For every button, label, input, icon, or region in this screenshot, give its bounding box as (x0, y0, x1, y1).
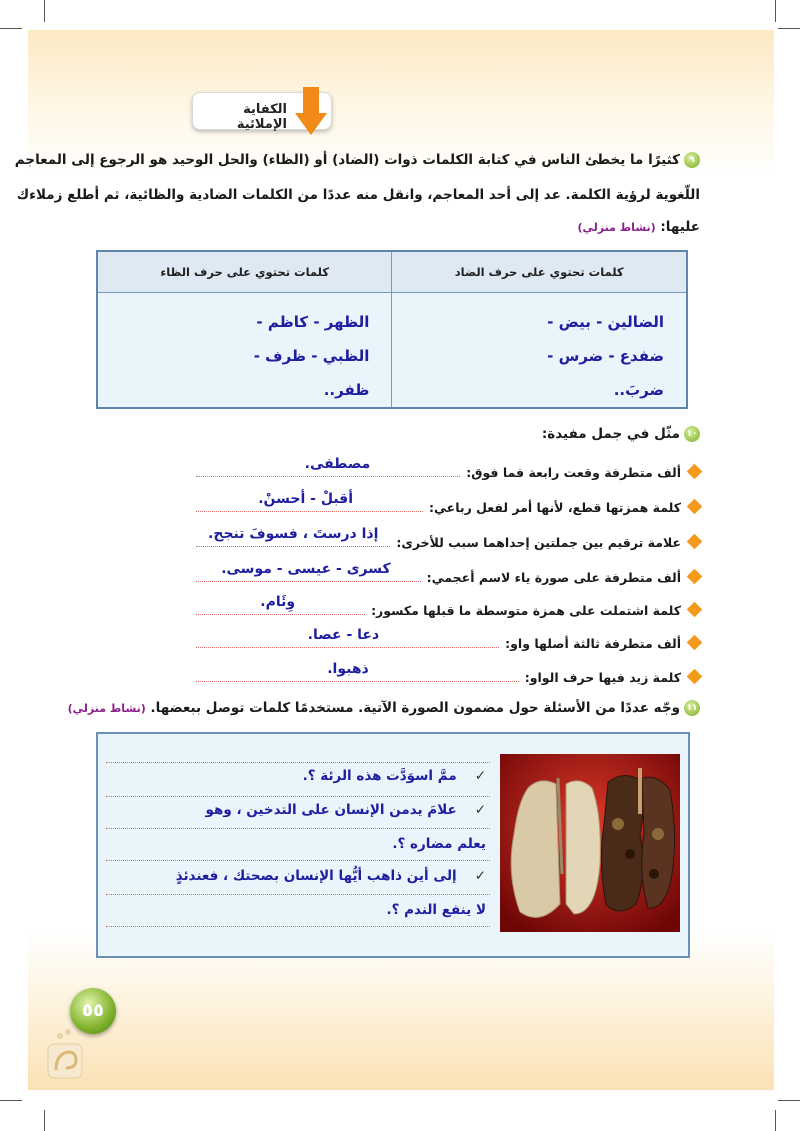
answer-dotted-line (106, 828, 490, 829)
crop-mark (778, 1100, 800, 1101)
crop-mark (0, 28, 22, 29)
check-icon: ✓ (474, 868, 486, 884)
list-item (196, 590, 700, 618)
question-box (96, 732, 690, 958)
diamond-bullet-icon (687, 534, 703, 550)
answer-line (196, 491, 423, 512)
answer-dotted-line (106, 926, 490, 927)
item-answer: كسرى - عيسى - موسى. (221, 561, 391, 577)
answer-text: علامَ يدمن الإنسان على التدخين ، وهو (205, 802, 457, 818)
answer-line (196, 456, 460, 477)
check-icon: ✓ (474, 802, 486, 818)
list-item (196, 522, 700, 550)
table-cell-line: ضفدع - ضرس - (547, 347, 664, 365)
answer-line (196, 594, 365, 615)
item-prompt: كلمة زيد فيها حرف الواو: (524, 670, 681, 685)
item-answer: مصطفى. (304, 456, 371, 472)
zaa-words-cell (97, 293, 392, 409)
check-icon: ✓ (474, 768, 486, 784)
crop-mark (44, 1110, 45, 1131)
answer-line-3 (106, 868, 486, 884)
list-item (196, 487, 700, 515)
answer-dotted-line (106, 894, 490, 895)
item-answer: وِئَام. (260, 594, 296, 610)
q9-number-badge: ٩ (684, 152, 700, 168)
answer-text: إلى أين ذاهب أيُّها الإنسان بصحتك ، فعندئذٍ (175, 868, 457, 884)
q9-line-3 (578, 219, 701, 235)
item-prompt: ألف متطرفة وقعت رابعة فما فوق: (466, 465, 681, 480)
answer-dotted-line (106, 762, 490, 763)
list-item (196, 623, 700, 651)
answer-line (196, 627, 499, 648)
table-header-dad: كلمات تحتوي على حرف الضاد (392, 251, 687, 293)
dad-words-cell (392, 293, 687, 409)
q9-line-1 (15, 152, 700, 168)
home-activity-note: (نشاط منزلي) (577, 221, 656, 234)
item-prompt: كلمة اشتملت على همزة متوسطة ما قبلها مكسور: (371, 603, 681, 618)
list-item (196, 452, 700, 480)
page-number: ٥٥ (70, 988, 116, 1034)
q10-number-badge: ١٠ (684, 426, 700, 442)
q9-text-1: كثيرًا ما يخطئ الناس في كتابة الكلمات ذوات (الضاد) أو (الظاء) والحل الوحيد هو الرجوع إلى المعاجم (14, 152, 680, 168)
crop-mark (775, 0, 776, 22)
section-badge (192, 92, 332, 130)
letters-table (96, 250, 688, 409)
crop-mark (0, 1100, 22, 1101)
answer-line-2b: يعلم مضاره ؟. (392, 836, 486, 852)
item-prompt: علامة ترقيم بين جملتين إحداهما سبب للأخرى: (396, 535, 681, 550)
lungs-image (500, 754, 680, 932)
item-prompt: ألف متطرفة ثالثة أصلها واو: (505, 636, 681, 651)
answer-line (196, 561, 421, 582)
table-cell-line: ظفر.. (323, 381, 370, 399)
diamond-bullet-icon (687, 464, 703, 480)
answer-line (196, 526, 390, 547)
home-activity-note: (نشاط منزلي) (67, 702, 146, 715)
q11-title (68, 700, 700, 716)
list-item (196, 557, 700, 585)
item-answer: دعا - عصا. (307, 627, 380, 643)
crop-mark (778, 28, 800, 29)
q9-text-3: عليها: (660, 219, 700, 235)
diamond-bullet-icon (687, 669, 703, 685)
q9-line-2: اللّغوية لرؤية الكلمة. عد إلى أحد المعاجم، وانقل منه عددًا من الكلمات الضادية والظائية، ثم أطلع زملاءك (16, 187, 700, 203)
answer-dotted-line (106, 796, 490, 797)
answer-dotted-line (106, 860, 490, 861)
table-cell-line: الضالين - بيض - (547, 313, 664, 331)
item-prompt: كلمة همزتها قطع، لأنها أمر لفعل رباعي: (429, 500, 681, 515)
item-answer: ذهبوا. (327, 661, 369, 677)
answer-line (196, 661, 519, 682)
table-header-zaa: كلمات تحتوي على حرف الظاء (97, 251, 392, 293)
crop-mark (775, 1110, 776, 1131)
crop-mark (44, 0, 45, 22)
answer-line-2 (106, 802, 486, 818)
q10-title (542, 426, 700, 442)
table-cell-line: الظبي - ظرف - (253, 347, 370, 365)
section-title: الكفاية الإملائية (236, 102, 287, 132)
answer-line-3b: لا ينفع الندم ؟. (386, 902, 486, 918)
item-answer: إذا درستَ ، فسوفَ تنجح. (208, 526, 379, 542)
list-item (196, 657, 700, 685)
diamond-bullet-icon (687, 569, 703, 585)
item-prompt: ألف متطرفة على صورة ياء لاسم أعجمي: (426, 570, 681, 585)
arrow-down-icon (293, 85, 329, 137)
diamond-bullet-icon (687, 635, 703, 651)
table-cell-line: الظهر - كاظم - (256, 313, 370, 331)
diamond-bullet-icon (687, 602, 703, 618)
answer-text: ممَّ اسوَدَّت هذه الرئة ؟. (302, 768, 457, 784)
diamond-bullet-icon (687, 499, 703, 515)
q10-text: مثّل في جمل مفيدة: (541, 426, 680, 442)
table-cell-line: ضربَ.. (613, 381, 664, 399)
publisher-logo-icon (46, 1022, 84, 1082)
item-answer: أقبلْ - أحسنْ. (258, 491, 354, 507)
answer-line-1 (106, 768, 486, 784)
q11-text: وجّه عددًا من الأسئلة حول مضمون الصورة الآتية. مستخدمًا كلمات توصل ببعضها. (150, 700, 680, 716)
q11-number-badge: ١١ (684, 700, 700, 716)
